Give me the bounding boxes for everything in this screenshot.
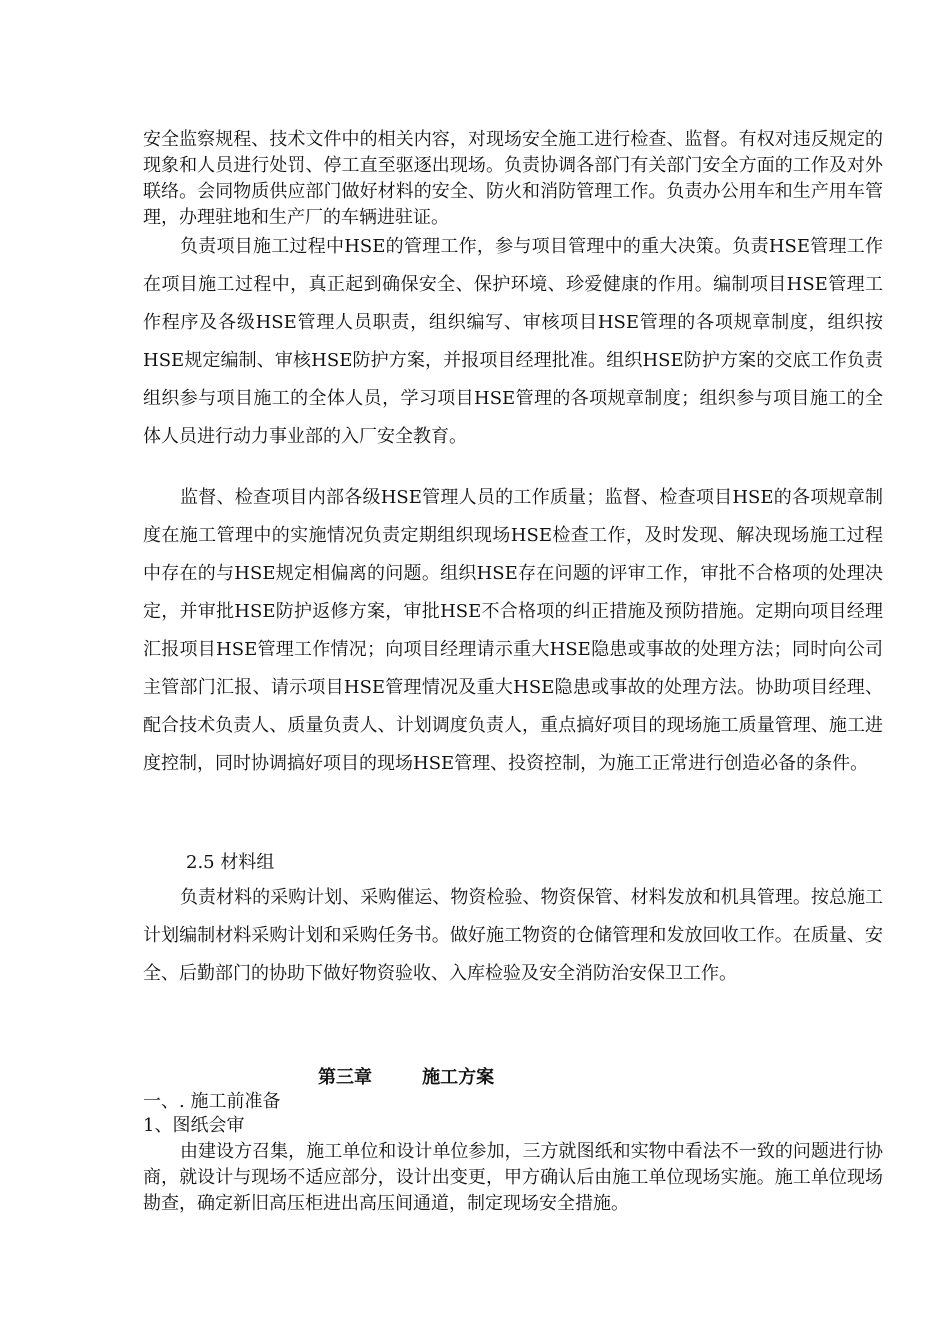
paragraph-hse-supervision: 监督、检查项目内部各级HSE管理人员的工作质量；监督、检查项目HSE的各项规章制度在施工管理中的实施情况负责定期组织现场HSE检查工作，及时发现、解决现场施工过程中存在的与HSE规定相偏离的问题。组织HSE存在问题的评审工作，审批不合格项的处理决定，并审批HSE防护返修方案，审批HSE不合格项的纠正措施及预防措施。定期向项目经理汇报项目HSE管理工作情况；向项目经理请示重大HSE隐患或事故的处理方法；同时向公司主管部门汇报、请示项目HSE管理情况及重大HSE隐患或事故的处理方法。协助项目经理、配合技术负责人、质量负责人、计划调度负责人，重点搞好项目的现场施工质量管理、施工进度控制，同时协调搞好项目的现场HSE管理、投资控制，为施工正常进行创造必备的条件。 — [143, 487, 883, 774]
paragraph-safety-duties: 安全监察规程、技术文件中的相关内容，对现场安全施工进行检查、监督。有权对违反规定的现象和人员进行处罚、停工直至驱逐出现场。负责协调各部门有关部门安全方面的工作及对外联络。会同物质供应部门做好材料的安全、防火和消防管理工作。负责办公用车和生产用车管理，办理驻地和生产厂的车辆进驻证。 — [143, 129, 883, 228]
paragraph-hse-management: 负责项目施工过程中HSE的管理工作，参与项目管理中的重大决策。负责HSE管理工作在项目施工过程中，真正起到确保安全、保护环境、珍爱健康的作用。编制项目HSE管理工作程序及各级HSE管理人员职责，组织编写、审核项目HSE管理的各项规章制度，组织按HSE规定编制、审核HSE防护方案，并报项目经理批准。组织HSE防护方案的交底工作负责组织参与项目施工的全体人员，学习项目HSE管理的各项规章制度；组织参与项目施工的全体人员进行动力事业部的入厂安全教育。 — [143, 236, 883, 447]
paragraph-materials-group: 负责材料的采购计划、采购催运、物资检验、物资保管、材料发放和机具管理。按总施工计划编制材料采购计划和采购任务书。做好施工物资的仓储管理和发放回收工作。在质量、安全、后勤部门的协助下做好物资验收、入库检验及安全消防治安保卫工作。 — [143, 887, 883, 984]
paragraph-drawing-review: 由建设方召集，施工单位和设计单位参加，三方就图纸和实物中看法不一致的问题进行协商，就设计与现场不适应部分，设计出变更，甲方确认后由施工单位现场实施。施工单位现场勘查，确定新旧高压柜进出高压间通道，制定现场安全措施。 — [143, 1141, 883, 1214]
section-heading-materials: 2.5 材料组 — [186, 852, 275, 873]
chapter-title: 第三章 施工方案 — [318, 1067, 495, 1088]
subheading-preparation: 一、. 施工前准备 — [143, 1091, 281, 1112]
subheading-drawing-review: 1、图纸会审 — [143, 1115, 245, 1136]
